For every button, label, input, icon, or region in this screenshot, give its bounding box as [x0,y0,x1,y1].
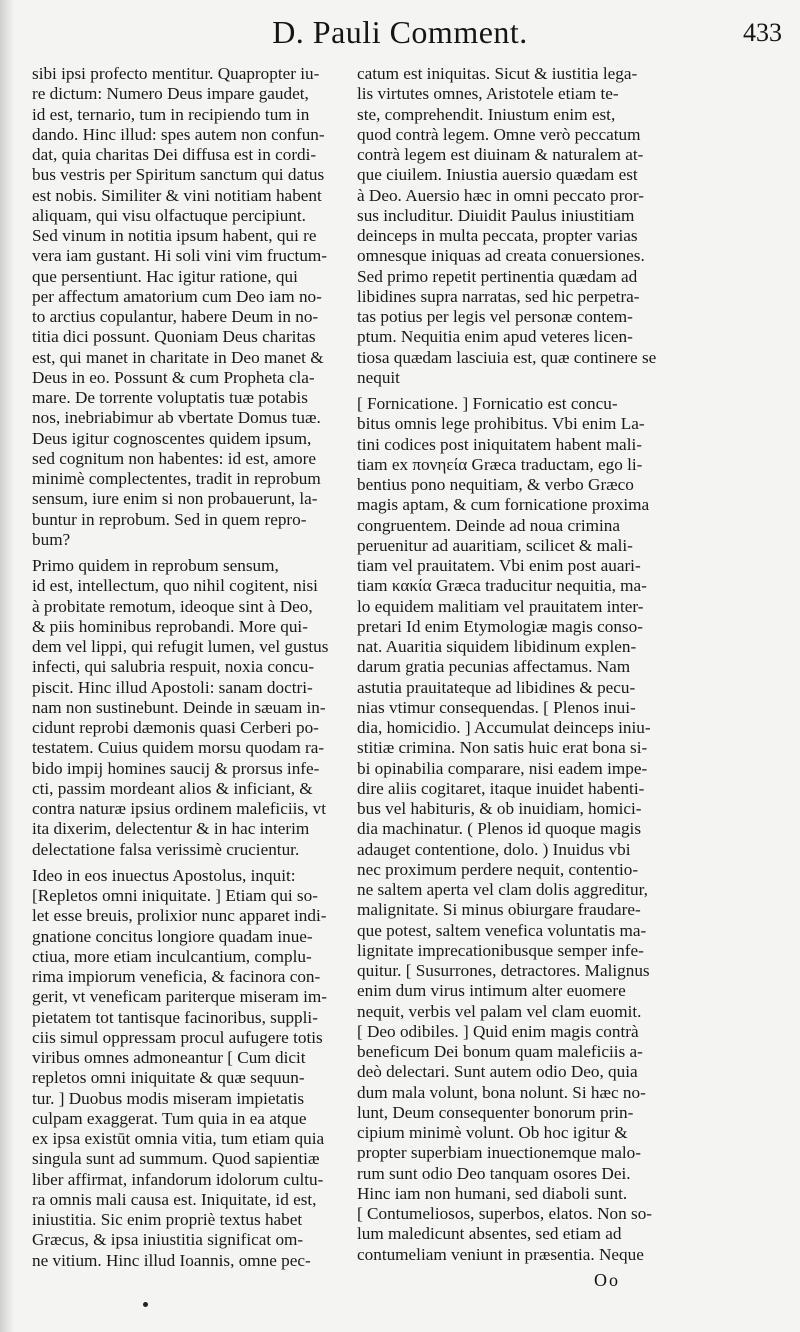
text-line: tur. ] Duobus modis miseram impietatis [32,1088,305,1108]
text-line: pretari Id enim Etymologiæ magis conso- [357,616,643,636]
running-head-title: D. Pauli Comment. [272,14,528,50]
text-line: gerit, vt veneficam pariterque miseram im- [32,987,327,1007]
text-line: rima impiorum veneficia, & facinora con- [32,967,321,986]
text-line: tiam κακία Græca traducitur nequitia, ma- [357,576,647,596]
text-line: ne vitium. Hinc illud Ioannis, omne pec- [32,1250,311,1270]
text-line: dia, homicidio. ] Accumulat deinceps iniu- [357,718,651,737]
text-line: est, qui manet in charitate in Deo manet & [32,347,324,367]
text-line: beneficum Dei bonum quam maleficiis a- [357,1042,643,1061]
text-line: magis aptam, & cum fornicatione proxima [357,495,650,515]
text-line: tini codices post iniquitatem habent mali- [357,434,642,454]
text-line: bus vel habituris, & ob inuidiam, homici- [357,799,642,818]
text-line: repletos omni iniquitate & quæ sequun- [32,1068,305,1088]
text-line: quod contrà legem. Omne verò peccatum [357,124,641,144]
text-line: culpam exaggerat. Tum quia in ea atque [32,1108,307,1128]
text-line: sibi ipsi profecto mentitur. Quapropter iu- [32,64,320,83]
text-line: à Deo. Auersio hæc in omni peccato pror- [357,185,644,205]
text-line: bi opinabilia comparare, nisi eadem impe- [357,758,648,778]
text-line: delectatione falsa verissimè crucientur. [32,839,300,859]
text-line: bum? [32,529,71,549]
text-line: minimè complectentes, tradit in reprobum [32,469,321,488]
text-line: tiosa quædam lasciuia est, quæ continere se [357,347,657,367]
text-line: aliquam, qui visu olfactuque percipiunt. [32,205,306,225]
text-line: [ Deo odibiles. ] Quid enim magis contrà [357,1021,639,1041]
text-line: tas potius per legis vel personæ contem- [357,307,633,326]
text-line: vera iam gustant. Hi soli vini vim fructum- [32,246,327,266]
text-line: liber affirmat, infandorum idolorum cultu- [32,1169,324,1189]
text-line: nam non sustinebunt. Deinde in sæuam in- [32,697,326,717]
text-line: dando. Hinc illud: spes autem non confun- [32,124,325,144]
text-line: enim dum virus intimum alter euomere [357,981,626,1001]
text-line: sensum, iure enim si non probauerunt, la- [32,489,318,509]
text-line: propter superbiam inuectionemque malo- [357,1143,641,1163]
text-line: ex ipsa existūt omnia vitia, tum etiam quia [32,1129,325,1148]
text-line: id est, ternario, tum in recipiendo tum in [32,104,310,124]
text-line: iniustitia. Sic enim propriè textus habet [32,1210,303,1229]
text-line: peruenitur ad auaritiam, scilicet & mali- [357,535,633,555]
text-line: dem vel lippi, qui refugit lumen, vel gustus [32,637,329,656]
text-line: viribus omnes admoneantur [ Cum dicit [32,1048,306,1067]
text-line: lis virtutes omnes, Aristotele etiam te- [357,84,619,104]
text-line: Sed vinum in notitia ipsum habent, qui re [32,226,317,245]
text-line: Deus igitur cognoscentes quidem ipsum, [32,428,312,448]
text-line: cidunt reprobi dæmonis quasi Cerberi po- [32,718,319,737]
text-line: [ Fornicatione. ] Fornicatio est concu- [357,394,618,413]
text-line: nequit [357,367,400,387]
text-line: gnatione concitus longiore quadam inue- [32,926,313,946]
text-line: let esse breuis, prolixior nunc apparet indi- [32,906,327,926]
text-line: ciis simul oppressam procul aufugere totis [32,1027,323,1047]
text-line: [Repletos omni iniquitate. ] Etiam qui so- [32,886,318,905]
text-line: bentius pono nequitiam, & verbo Græco [357,475,634,494]
text-line: Primo quidem in reprobum sensum, [32,556,279,575]
text-line: libidines supra narratas, sed hic perpetra- [357,286,640,306]
text-line: malignitate. Si minus obiurgare fraudare- [357,900,641,920]
text-line: à probitate remotum, ideoque sint à Deo, [32,596,313,616]
text-line: [ Contumeliosos, superbos, elatos. Non so- [357,1204,653,1223]
text-line: nos, inebriabimur ab vbertate Domus tuæ. [32,408,321,428]
text-line: to arctius copulantur, habere Deum in no- [32,307,319,326]
text-line: cipium minimè volunt. Ob hoc igitur & [357,1123,628,1142]
text-line: tiam vel prauitatem. Vbi enim post auari- [357,556,641,575]
text-line: Sed primo repetit pertinentia quædam ad [357,266,638,286]
text-line: Deus in eo. Possunt & cum Propheta cla- [32,367,315,387]
page-number: 433 [743,18,782,47]
text-line: mare. De torrente voluptatis tuæ potabis [32,388,308,407]
text-line: nias vtimur consequendas. [ Plenos inui- [357,697,636,717]
text-line: nat. Auaritia siquidem libidinum explen- [357,637,637,656]
text-line: bitus omnis lege prohibitus. Vbi enim La- [357,414,645,434]
text-line: cti, passim mordeant alios & inficiant, & [32,778,313,798]
text-line: deò delectari. Sunt autem odio Deo, quia [357,1062,638,1082]
text-line: Ideo in eos inuectus Apostolus, inquit: [32,865,296,885]
binding-shadow [0,0,14,1332]
text-line: dia machinatur. ( Plenos id quoque magis [357,819,642,839]
text-line: Græcus, & ipsa iniustitia significat om- [32,1230,304,1250]
text-line: Hinc iam non humani, sed diaboli sunt. [357,1183,628,1203]
text-line: lunt, Deum consequenter bonorum prin- [357,1102,634,1122]
text-line: dire aliis cogitaret, itaque inuidet habenti- [357,778,645,798]
ink-speck [143,1302,148,1307]
left-text-column [32,64,332,1271]
text-line: dat, quia charitas Dei diffusa est in cordi- [32,145,317,164]
text-line: titia dici possunt. Quoniam Deus charitas [32,327,316,347]
text-line: id est, intellectum, quo nihil cogitent, nisi [32,576,318,596]
text-line: ste, comprehendit. Iniustum enim est, [357,104,616,124]
text-line: ra omnis mali causa est. Iniquitate, id est, [32,1189,317,1209]
text-line: rum sunt odio Deo tanquam osores Dei. [357,1163,631,1183]
text-line: piscit. Hinc illud Apostoli: sanam doctri- [32,677,313,697]
text-line: singula sunt ad summum. Quod sapientiæ [32,1149,320,1169]
text-line: buntur in reprobum. Sed in quem repro- [32,509,307,529]
text-line: lignitate imprecationibusque semper infe- [357,940,644,960]
text-line: ptum. Nequitia enim apud veteres licen- [357,327,633,347]
text-line: tiam ex πονηεία Græca traductam, ego li- [357,454,643,474]
text-line: per affectum amatorium cum Deo iam no- [32,286,322,306]
text-line: lo equidem malitiam vel prauitatem inter- [357,596,644,616]
right-text-column [357,64,665,1265]
text-line: bido impij homines saucij & prorsus infe- [32,758,320,778]
text-line: & piis hominibus reprobandi. More qui- [32,616,308,636]
text-line: contrà legem est diuinam & naturalem at- [357,145,644,164]
text-line: bus vestris per Spiritum sanctum qui datus [32,165,325,185]
text-line: astutia prauitateque ad libidines & pecu- [357,677,636,697]
text-line: que ciuilem. Iniustia auersio quædam est [357,165,638,185]
text-line: lum maledicunt absentes, sed etiam ad [357,1224,622,1244]
text-line: ne saltem aperta vel clam dolis aggreditur, [357,880,648,899]
text-line: adauget contentione, dolo. ) Inuidus vbi [357,839,631,859]
text-line: ita dixerim, delectentur & in hac interim [32,819,310,839]
text-line: ctiua, more etiam inculcantium, complu- [32,946,312,966]
text-line: re dictum: Numero Deus impare gaudet, [32,84,309,104]
text-line: omnesque iniquas ad creata conuersiones. [357,246,645,266]
text-line: pietatem tot tantisque facinoribus, suppli- [32,1007,318,1027]
text-line: que persentiunt. Hac igitur ratione, qui [32,266,298,286]
text-line: stitiæ crimina. Non satis huic erat bona si- [357,738,648,758]
text-line: darum gratia pecunias affectamus. Nam [357,657,631,677]
text-line: sed cognitum non habentes: id est, amore [32,448,317,468]
text-line: que potest, saltem venefica voluntatis ma- [357,920,647,940]
text-line: nequit, verbis vel palam vel clam euomit. [357,1001,642,1021]
text-line: contra naturæ ipsius ordinem maleficiis, vt [32,799,327,818]
text-line: quitur. [ Susurrones, detractores. Malignus [357,961,650,980]
text-line: infecti, qui salubria respuit, noxia concu- [32,657,315,677]
text-line: congruentem. Deinde ad noua crimina [357,515,620,535]
text-line: catum est iniquitas. Sicut & iustitia lega- [357,64,638,83]
text-line: est nobis. Similiter & vini notitiam habent [32,185,322,205]
text-line: sus includitur. Diuidit Paulus iniustitiam [357,205,635,225]
text-line: nec proximum perdere nequit, contentio- [357,859,639,879]
signature-mark: Oo [594,1270,620,1290]
text-line: testatem. Cuius quidem morsu quodam ra- [32,738,325,758]
text-line: deinceps in multa peccata, propter varias [357,226,638,245]
text-line: contumeliam veniunt in præsentia. Neque [357,1244,644,1264]
text-line: dum mala volunt, bona nolunt. Si hæc no- [357,1082,646,1102]
